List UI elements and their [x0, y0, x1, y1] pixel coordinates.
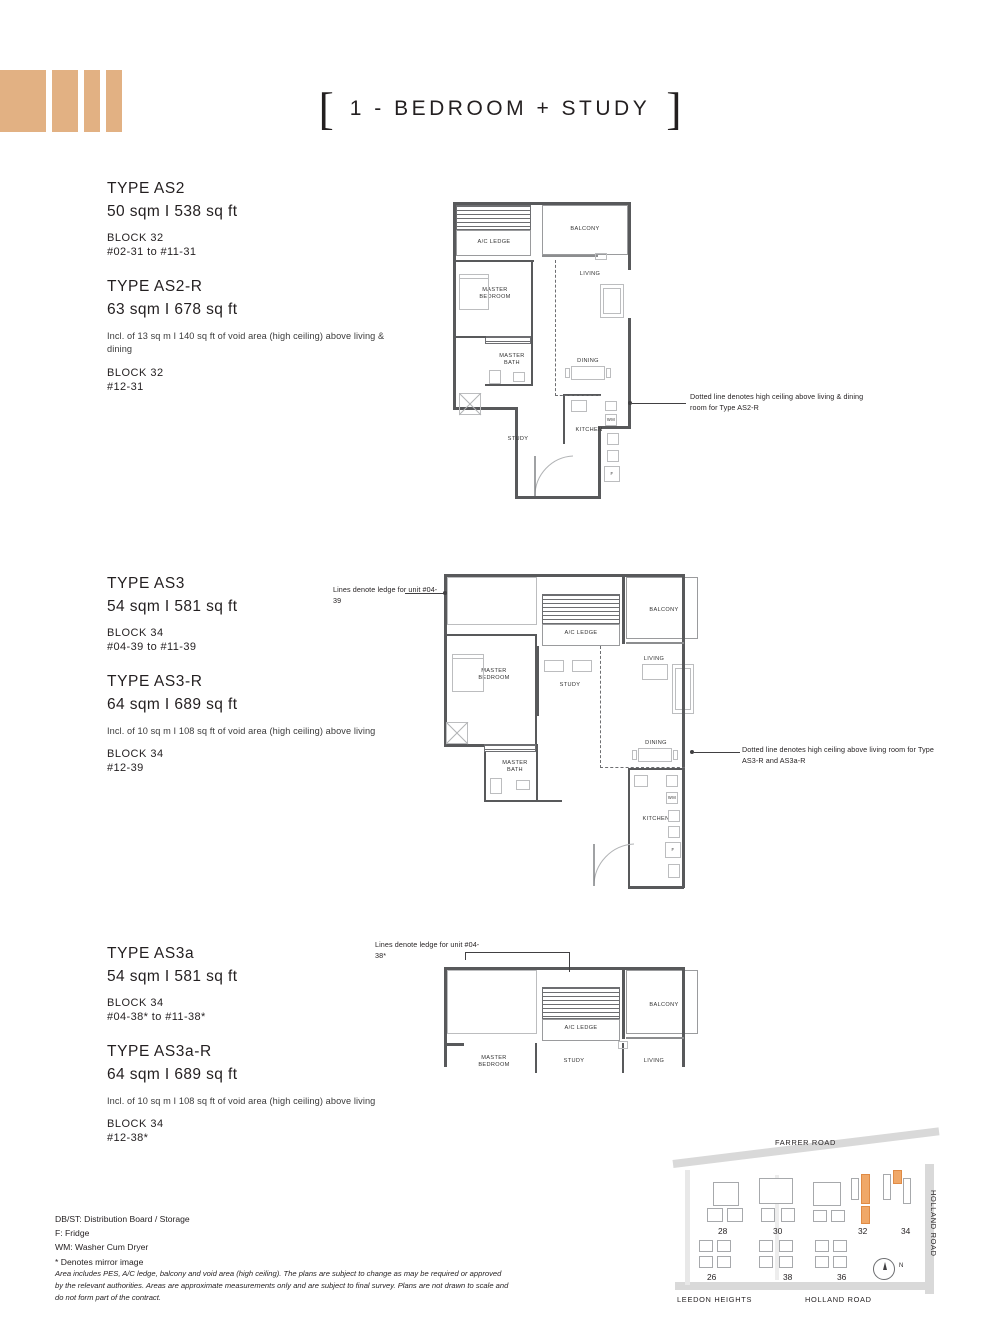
plan-label-master-bedroom-l2: BEDROOM [479, 294, 511, 300]
legend [55, 1212, 385, 1269]
page-title-text: 1 - BEDROOM + STUDY [349, 97, 651, 120]
bracket-right-icon: ] [666, 83, 682, 134]
type-units: #12-39 [107, 762, 144, 775]
plan-label-study: STUDY [563, 1058, 585, 1064]
plan-label-f: F [671, 847, 675, 852]
legend-item: DB/ST: Distribution Board / Storage [55, 1214, 190, 1224]
type-area: 54 sqm I 581 sq ft [107, 968, 238, 985]
type-units: #02-31 to #11-31 [107, 246, 197, 258]
type-area: 64 sqm I 689 sq ft [107, 1066, 238, 1083]
type-area: 54 sqm I 581 sq ft [107, 598, 238, 615]
callout-as3-dotted: Dotted line denotes high ceiling above living room for Type AS3-R and AS3a-R [742, 745, 934, 765]
plan-label-master-bedroom-l1: MASTER [482, 287, 508, 293]
type-units: #12-31 [107, 380, 144, 393]
type-units: #04-38* to #11-38* [107, 1011, 206, 1023]
plan-label-dining: DINING [577, 358, 599, 364]
compass-icon [873, 1258, 895, 1280]
map-label-leedon-heights: LEEDON HEIGHTS [677, 1295, 753, 1304]
type-note: Incl. of 13 sq m I 140 sq ft of void area (high ceiling) above living & dining [107, 331, 385, 355]
type-name: TYPE AS2-R [107, 278, 203, 295]
legend-item: F: Fridge [55, 1228, 90, 1239]
type-area: 50 sqm I 538 sq ft [107, 203, 238, 220]
plan-label-dining: DINING [645, 740, 667, 746]
floorplan-as2 [445, 198, 635, 508]
type-name: TYPE AS3 [107, 575, 186, 592]
plan-label-master-bath-l2: BATH [504, 360, 520, 366]
bracket-left-icon: [ [318, 83, 334, 134]
map-block-number: 34 [901, 1226, 911, 1236]
type-area: 63 sqm I 678 sq ft [107, 301, 238, 318]
type-note: Incl. of 10 sq m I 108 sq ft of void area (high ceiling) above living [107, 726, 376, 736]
map-label-holland-road-right: HOLLAND ROAD [929, 1190, 938, 1257]
type-area: 64 sqm I 689 sq ft [107, 696, 238, 713]
type-block: BLOCK 34 [107, 1118, 164, 1131]
map-label-holland-road-bottom: HOLLAND ROAD [805, 1295, 872, 1304]
plan-label-ac-ledge: A/C LEDGE [564, 630, 598, 636]
plan-label-ac-ledge: A/C LEDGE [564, 1025, 598, 1031]
plan-label-wm: WM [606, 417, 616, 422]
map-block-number: 32 [858, 1226, 868, 1236]
disclaimer-text: Area includes PES, A/C ledge, balcony and void area (high ceiling). The plans are subject to change as may be required or approved by the relevant authorities. Areas are approximate measurements only and are subject to final survey. Plans are not drawn to scale and do not form part of the contract. [55, 1269, 509, 1302]
callout-as3a-ledge: Lines denote ledge for unit #04-38* [375, 940, 480, 960]
type-name: TYPE AS3a [107, 945, 195, 962]
plan-label-f: F [610, 471, 614, 476]
type-info-as3a [107, 945, 407, 1144]
plan-label-master-bedroom-l1: MASTER [481, 668, 507, 674]
plan-label-balcony: BALCONY [649, 1002, 679, 1008]
map-block-number: 30 [773, 1226, 783, 1236]
page-title [290, 84, 710, 134]
plan-label-living: LIVING [643, 1058, 665, 1064]
floorplan-as3a [432, 965, 702, 1085]
map-label-farrer-road: FARRER ROAD [775, 1138, 837, 1147]
map-block-number: 28 [718, 1226, 728, 1236]
plan-label-balcony: BALCONY [649, 607, 679, 613]
plan-label-kitchen: KITCHEN [642, 816, 670, 822]
map-block-number: 26 [707, 1272, 717, 1282]
type-block: BLOCK 34 [107, 627, 164, 639]
type-name: TYPE AS3a-R [107, 1043, 212, 1060]
plan-label-master-bedroom-l2: BEDROOM [478, 675, 510, 681]
type-block: BLOCK 32 [107, 232, 164, 244]
type-note: Incl. of 10 sq m I 108 sq ft of void area (high ceiling) above living [107, 1096, 376, 1106]
plan-label-kitchen: KITCHEN [575, 427, 603, 433]
plan-label-ac-ledge: A/C LEDGE [477, 239, 511, 245]
floorplan-as3 [432, 572, 702, 902]
type-block: BLOCK 34 [107, 997, 164, 1009]
logo-bars [0, 70, 148, 132]
type-name: TYPE AS3-R [107, 673, 203, 690]
type-units: #12-38* [107, 1132, 149, 1145]
plan-label-master-bath-l2: BATH [507, 767, 523, 773]
type-name: TYPE AS2 [107, 180, 186, 197]
plan-label-master-bath-l1: MASTER [502, 760, 528, 766]
type-block: BLOCK 32 [107, 366, 164, 379]
type-block: BLOCK 34 [107, 748, 164, 761]
plan-label-balcony: BALCONY [570, 226, 600, 232]
site-map [655, 1130, 965, 1310]
plan-label-wm: WM [667, 795, 677, 800]
plan-label-master-bath-l1: MASTER [499, 353, 525, 359]
legend-item: * Denotes mirror image [55, 1256, 144, 1267]
plan-label-study: STUDY [507, 436, 529, 442]
plan-label-living: LIVING [643, 656, 665, 662]
plan-label-living: LIVING [579, 271, 601, 277]
plan-label-master-bedroom-l1: MASTER [481, 1055, 507, 1061]
callout-as3-ledge: Lines denote ledge for unit #04-39 [333, 585, 438, 605]
plan-label-study: STUDY [559, 682, 581, 688]
type-units: #04-39 to #11-39 [107, 641, 197, 653]
legend-item: WM: Washer Cum Dryer [55, 1242, 149, 1253]
type-info-as2 [107, 180, 407, 393]
map-block-number: 38 [783, 1272, 793, 1282]
plan-label-master-bedroom-l2: BEDROOM [478, 1062, 510, 1068]
map-block-number: 36 [837, 1272, 847, 1282]
compass-north-label: N [899, 1263, 904, 1269]
callout-as2-dotted: Dotted line denotes high ceiling above living & dining room for Type AS2-R [690, 392, 864, 412]
